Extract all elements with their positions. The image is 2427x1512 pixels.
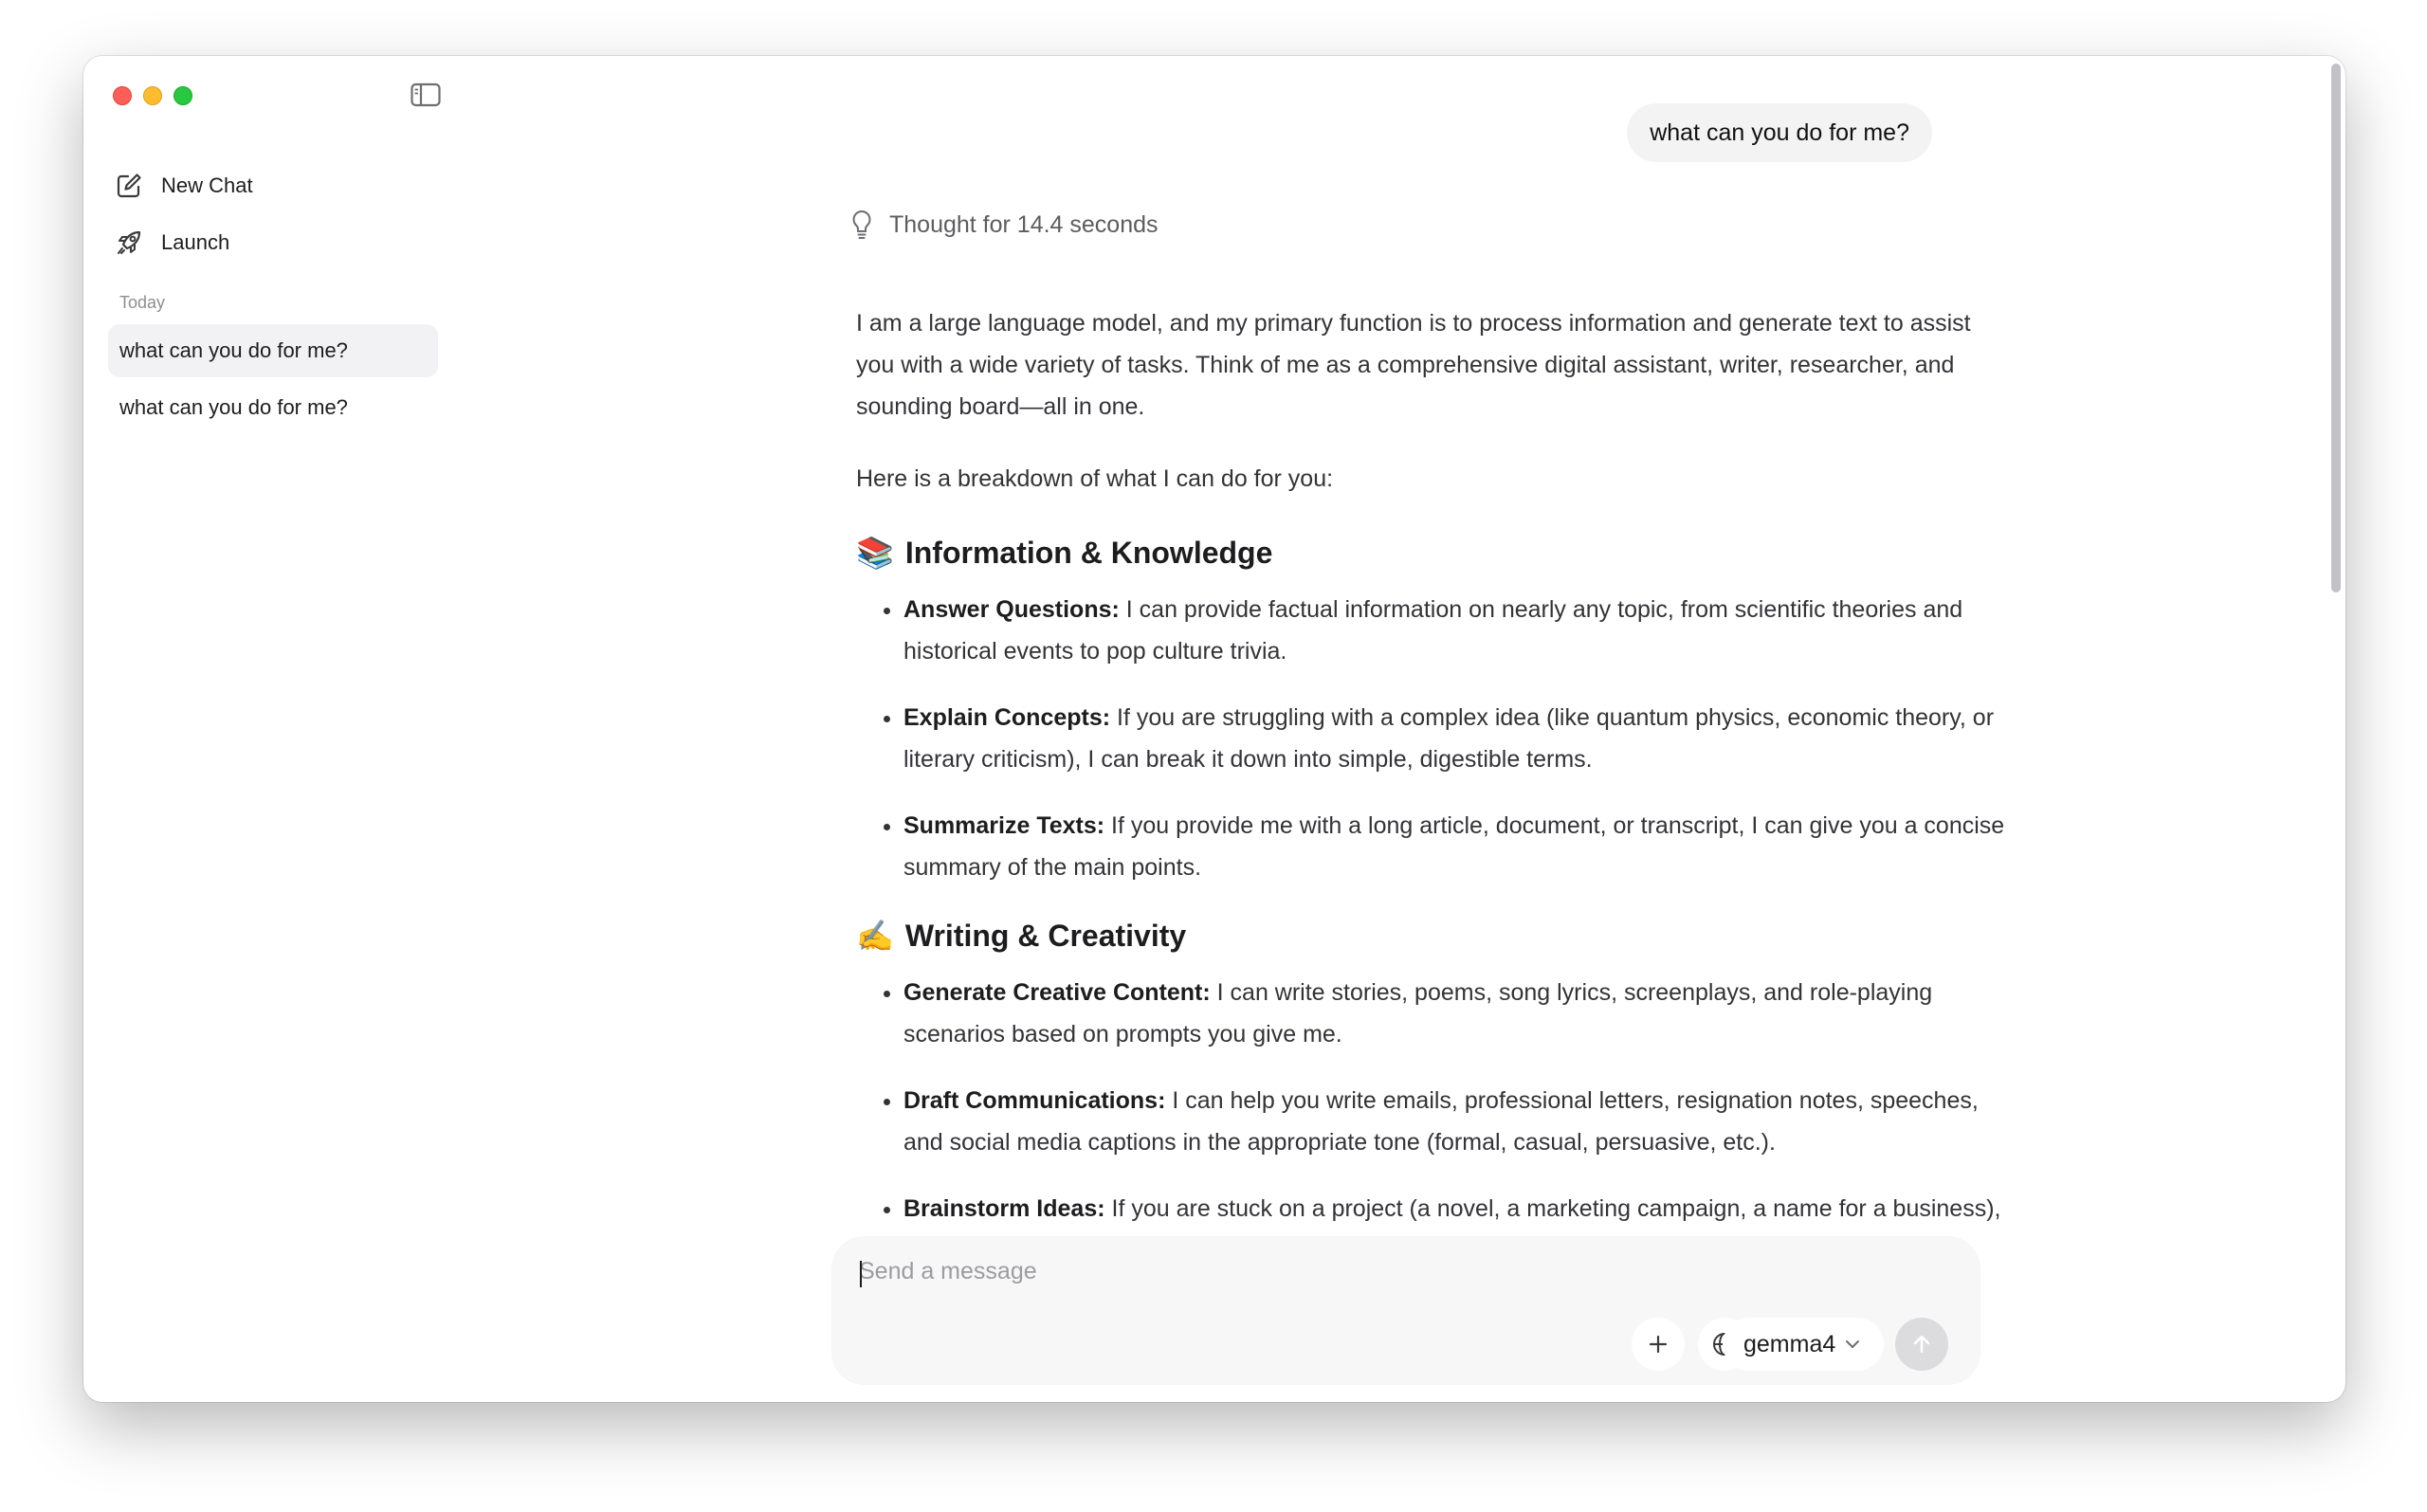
list-item-text: I can help you write emails, professional letters, resignation notes, speeches, and social media captions in the appropriate tone (formal, casual, persuasive, etc.). <box>903 1087 1979 1156</box>
assistant-message <box>856 302 2013 1294</box>
list-item <box>903 697 2013 780</box>
list-item-term: Answer Questions: <box>903 596 1120 623</box>
message-input[interactable] <box>859 1258 1940 1285</box>
section-list <box>856 589 2013 888</box>
model-name: gemma4 <box>1743 1330 1836 1357</box>
history-item[interactable] <box>108 324 438 377</box>
section-heading <box>856 913 2013 958</box>
list-item-term: Explain Concepts: <box>903 704 1111 731</box>
sidebar-toggle-button[interactable] <box>411 82 441 107</box>
chat-scrollbar[interactable] <box>2327 56 2345 1402</box>
compose-icon <box>114 171 144 201</box>
list-item <box>903 972 2013 1055</box>
list-item-term: Generate Creative Content: <box>903 979 1211 1006</box>
books-emoji: 📚 <box>856 536 894 570</box>
history-item[interactable] <box>108 381 438 434</box>
thought-toggle[interactable] <box>851 209 1159 240</box>
history-item-label: what can you do for me? <box>119 338 348 362</box>
launch-button[interactable] <box>106 218 436 267</box>
history-section-label: Today <box>119 293 166 312</box>
new-chat-button[interactable] <box>106 161 436 210</box>
list-item-term: Brainstorm Ideas: <box>903 1195 1105 1222</box>
model-selector[interactable] <box>1723 1318 1884 1371</box>
list-item-term: Summarize Texts: <box>903 812 1105 839</box>
list-item-text: If you are struggling with a complex idea (like quantum physics, economic theory, or literary criticism), I can break it down into simple, digestible terms. <box>903 704 1995 773</box>
scrollbar-thumb[interactable] <box>2331 64 2341 592</box>
breakdown-intro: Here is a breakdown of what I can do for you: <box>856 465 1334 492</box>
send-button[interactable] <box>1895 1318 1948 1371</box>
sidebar-icon <box>411 82 441 107</box>
list-item-text: I can provide factual information on nearly any topic, from scientific theories and historical events to pop culture trivia. <box>903 596 1963 665</box>
list-item-text: If you provide me with a long article, document, or transcript, I can give you a concise summary of the main points. <box>903 812 2005 881</box>
new-chat-label: New Chat <box>161 173 253 197</box>
list-item-text: I can write stories, poems, song lyrics, screenplays, and role-playing scenarios based on prompts you give me. <box>903 979 1933 1047</box>
plus-icon <box>1647 1333 1670 1356</box>
lightbulb-icon <box>851 209 872 240</box>
list-item <box>903 589 2013 672</box>
app-window <box>83 56 2345 1402</box>
list-item-text: If you are stuck on a project (a novel, a marketing campaign, a name for a business), <box>1111 1195 2001 1222</box>
intro-paragraph: I am a large language model, and my primary function is to process information and generate text to assist you with a wide variety of tasks. Think of me as a comprehensive digital assistant, writer, researcher, and sounding board—all in one. <box>856 310 1971 420</box>
writing-hand-emoji: ✍️ <box>856 919 894 953</box>
text-caret <box>860 1261 862 1287</box>
section-title: Information & Knowledge <box>904 536 1273 570</box>
list-item <box>903 1080 2013 1163</box>
rocket-icon <box>114 228 144 258</box>
message-composer <box>832 1237 1980 1384</box>
window-minimize-button[interactable] <box>143 86 162 105</box>
user-message-bubble: what can you do for me? <box>1627 103 1932 162</box>
section-list <box>856 972 2013 1271</box>
arrow-up-icon <box>1911 1333 1932 1356</box>
launch-label: Launch <box>161 230 230 254</box>
thought-label: Thought for 14.4 seconds <box>889 210 1159 238</box>
attach-button[interactable] <box>1632 1318 1685 1371</box>
window-maximize-button[interactable] <box>173 86 192 105</box>
chevron-down-icon <box>1845 1339 1860 1349</box>
section-heading <box>856 530 2013 575</box>
list-item-term: Draft Communications: <box>903 1087 1166 1114</box>
section-title: Writing & Creativity <box>904 919 1187 953</box>
history-item-label: what can you do for me? <box>119 395 348 419</box>
window-close-button[interactable] <box>113 86 132 105</box>
list-item <box>903 805 2013 888</box>
